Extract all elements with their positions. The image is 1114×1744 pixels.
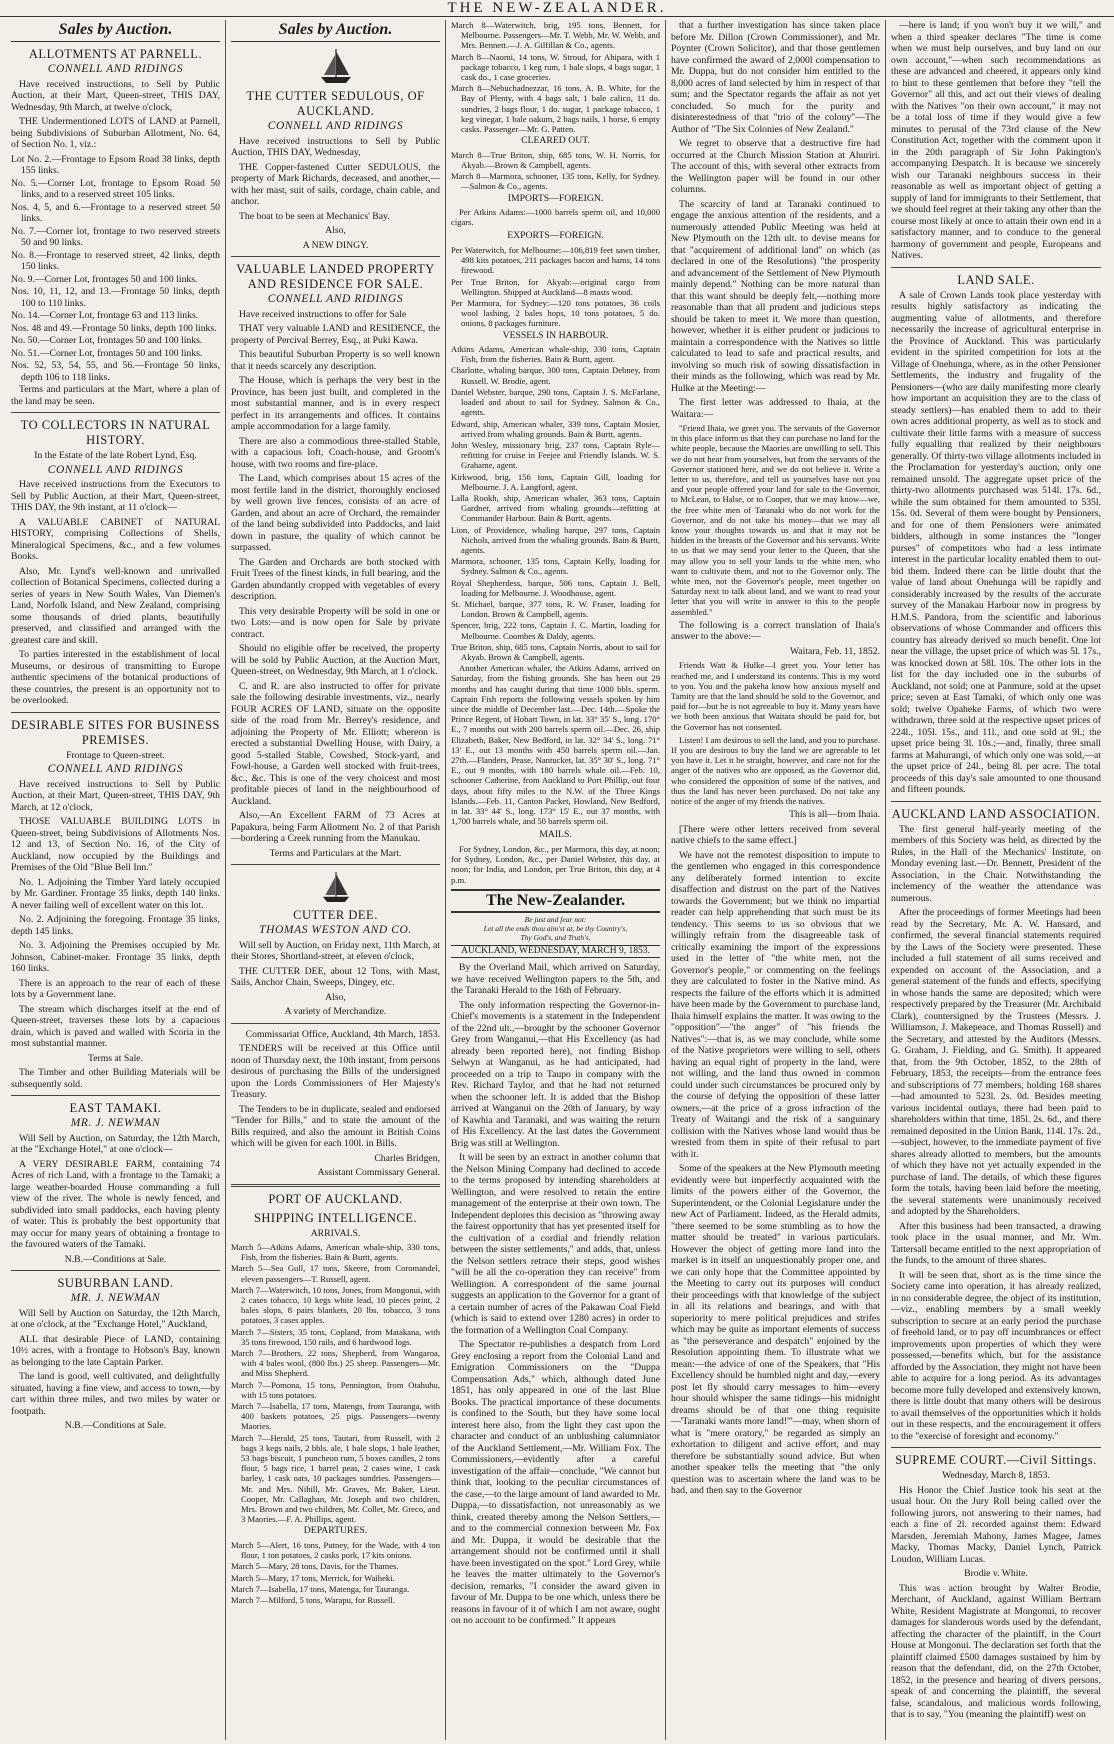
arrivals-list bbox=[231, 1242, 440, 1524]
list-item: True Briton, ship, 685 tons, Captain Norris, about to sail for Akyab. Brown & Campbell, agents. bbox=[451, 641, 660, 662]
list-heading: CLEARED OUT. bbox=[521, 135, 590, 147]
lot-item: Nos. 48 and 49.—Frontage 50 links, depth 100 links. bbox=[11, 322, 217, 334]
departures-list bbox=[231, 1540, 440, 1605]
article-text: By the Overland Mail, which arrived on Saturday, we have received Wellington papers to the 5th, and the Taranaki Herald to the 16th of February. bbox=[451, 962, 660, 997]
list-heading: DEPARTURES. bbox=[303, 1525, 368, 1537]
section-heading: Sales by Auction. bbox=[231, 20, 440, 42]
motto-line: Be just and fear not: bbox=[524, 914, 587, 924]
article-text: This was action brought by Walter Brodie, Merchant, of Auckland, against William Bertram White, Resident Magistrate at Mongonui, to recover damages for slanderous words used by the defendant, affecting the character of the plaintiff, in the Court House at Mongonui. The declaration set forth that the plaintiff claimed £500 damages sustained by him by reason that the defendant, did, on the 27th October, 1852, in the presence and hearing of divers persons, speak of and concerning the plaintiff, the several false, scandalous, and malicious words following, that is to say, "You (meaning the plaintiff) west on bbox=[891, 1582, 1101, 1720]
ad-text: The Land, which comprises about 15 acres of the most fertile land in the district, thoroughly enclosed by well grown live fences, consists of an acre of Garden, and about an acre of Orchard, the remainder of the land being subdivided into Paddocks, and laid down in pasture, the quality of which cannot be surpassed. bbox=[231, 473, 440, 553]
list-item: March 7—Isabella, 17 tons, Matengs, from Tauranga, with 400 baskets potatoes, 25 pigs. Passengers—twenty Maories. bbox=[231, 1401, 440, 1432]
ad-text: There are also a commodious three-stalled Stable, with a capacious loft, Coach-house, and Groom's house, with two rooms and fire-place. bbox=[231, 435, 440, 470]
ad-text: Terms and particulars at the Mart, where a plan of the land may be seen. bbox=[11, 384, 220, 407]
divider bbox=[231, 1184, 440, 1187]
lot-item: No. 7.—Corner lot, frontage to two reserved streets 50 and 90 links. bbox=[11, 225, 220, 248]
list-heading: ARRIVALS. bbox=[310, 1227, 361, 1239]
list-item: Lalla Rookh, ship, American whaler, 363 tons, Captain Gardner, arrived from whaling grounds—refitting at Commander Harbour. Bain & Burtt, agents. bbox=[451, 492, 660, 524]
ad-text: Have received instructions to offer for Sale bbox=[239, 308, 407, 320]
ad-text: THAT very valuable LAND and RESIDENCE, the property of Percival Berrey, Esq., at Puki Kawa. bbox=[231, 323, 440, 346]
list-item: March 8—Nebuchadnezzar, 16 tons, A. B. White, for the Bay of Plenty, with 4 bags salt, 1 bale calico, 11 do. sundries, 2 bags flour, 1 do. sugar, 1 package tobacco, 1 keg vinegar, 1 bale oakum, 2 bags nails, 1 horse, 6 empty casks. Passenger—Mr. G. Patten. bbox=[451, 83, 660, 135]
list-item: Per Atkins Adams:—1000 barrels sperm oil, and 10,000 cigars. bbox=[451, 207, 660, 228]
vessels-list bbox=[451, 344, 660, 662]
ad-item: A variety of Merchandize. bbox=[284, 1006, 387, 1017]
auctioneer: CONNELL AND RIDINGS bbox=[267, 120, 404, 132]
list-heading: MAILS. bbox=[539, 829, 572, 841]
ad-title: THE CUTTER SEDULOUS, OF AUCKLAND. bbox=[246, 89, 425, 118]
article-text: The first general half-yearly meeting of the members of this Society was held, as directed by the Rules, in the Hall of the Mechanics' Institute, on Monday evening last.—Dr. Bennett, President of the Association, in the Chair. Notwithstanding the inclemency of the weather the attendance was numerous. bbox=[891, 823, 1101, 904]
ad-text: The land is good, well cultivated, and delightfully situated, having a fine view, and access to town,—by cart within three miles, and two miles by water or footpath. bbox=[11, 1371, 220, 1417]
divider bbox=[231, 256, 440, 257]
motto-line: Thy God's, and Truth's. bbox=[520, 932, 591, 942]
ad-text: Have received instructions from the Executors to Sell by Public Auction, at their Mart, Queen-street, THIS DAY, the 9th instant, at 11 o'clock— bbox=[11, 479, 220, 513]
notice-signature: Charles Bridgen, bbox=[374, 1152, 440, 1164]
auctioneer: CONNELL AND RIDINGS bbox=[47, 63, 184, 75]
ad-text: No. 1. Adjoining the Timber Yard lately occupied by Mr. Gardiner. Frontage 35 links, depth 140 links. A never failing well of excellent water on this lot. bbox=[11, 876, 220, 911]
list-item: March 5—Mary, 17 tons, Merrick, for Waiheki. bbox=[231, 1572, 395, 1583]
ad-conditions: N.B.—Conditions at Sale. bbox=[64, 1253, 167, 1265]
list-heading: EXPORTS—FOREIGN. bbox=[507, 230, 604, 242]
ad-title: CUTTER DEE. bbox=[293, 908, 378, 922]
article-text: Another American whaler, the Atkins Adams, arrived on Saturday, from the fishing grounds. She has been out 29 months and has caught during that time 1000 bbls. sperm. Captain Fish reports the following vessels spoken by him since the middle of December last.—Dec. 14th.—Spoke the Prince Regent, of Hobart Town, in lat. 33° 35' S., long. 170° E., 7 months out with 200 barrels sperm oil.—Dec. 26, ship Elizabeth, Baker, New Bedford, in lat. 32° 34' S., long. 71° 13' E., out 13 months with 450 barrels sperm oil.—Jan. 27th.—Flanders, Pease, Nantucket, lat. 35° 30' S., long. 71° E., out 9 months, with 180 barrels whale oil.—Feb. 10, schooner Catherine, from Auckland to Port Phillip, out four days, about fifty miles to the N.W. of the Three Kings Islands.—Feb. 11, Canton Packet, Howland, New Bedford, in lat. 33° 44' S., long. 173° 15' E., out 37 months, with 1,700 barrels whale, and 50 barrels sperm oil. bbox=[451, 663, 660, 827]
lot-item: No. 50.—Corner Lot, frontages 50 and 100 links. bbox=[11, 335, 203, 346]
list-item: March 7—Brothers, 22 tons, Shepherd, from Wangaroa, with 4 bales wool, (800 lbs.) 25 sheep. Passengers—Mr. and Miss Shepherd. bbox=[231, 1348, 440, 1379]
lot-item: Nos. 52, 53, 54, 55, and 56.—Frontage 50 links, depth 106 to 118 links. bbox=[11, 360, 220, 383]
auctioneer: CONNELL AND RIDINGS bbox=[47, 463, 184, 476]
list-item: Royal Shepherdess, barque, 506 tons, Captain J. Bell, loading for Melbourne. J. Woodhouse, agent. bbox=[451, 577, 660, 598]
cleared-list bbox=[451, 150, 660, 192]
ad-title: VALUABLE LANDED PROPERTY AND RESIDENCE FOR SALE. bbox=[236, 262, 435, 291]
whaler-report bbox=[451, 663, 660, 826]
divider bbox=[891, 801, 1101, 802]
list-item: March 5—Sea Gull, 17 tons, Skeere, from Coromandel, eleven passengers—T. Russell, agent. bbox=[231, 1263, 440, 1284]
ad-text: Have received instructions, to Sell by Public Auction, at their Mart, Queen-street, THIS DAY, Wednesday, 9th March, at twelve o'clock, bbox=[11, 78, 220, 113]
article-text: We have not the remotest disposition to impute to the gentlemen who engaged in this correspondence any deliberately formed intention to excite disaffection and distrust on the part of the Natives towards the Government; but we think no impartial reader can help apprehending that such must be its tendency. This seems to us so obvious that we willingly refrain from the disagreeable task of critically examining the import of the expressions used in the letter of "the white men, not the Governor's people," or commenting on the feelings they are calculated to foster in the Native mind. As respects the failure of the efforts which it is admitted have been made by the Government to purchase land, Ihaia himself explains the matter. It was owing to the "opposition"—"the anger" of "his friends the Natives":—that is, as we may conclude, while some of the Native proprietors were willing to sell, others having an equal right of property in the land, were not willing, and the land thus owned in common could under such circumstances be procured only by the course of defying the opposition of these latter owners,—at the price of a gross infraction of the Treaty of Waitangi and the risk of a sanguinary collision with the Natives whose land would thus be wrested from them in spite of their refusal to part with it. bbox=[671, 849, 880, 1160]
list-item: March 7—Isabella, 17 tons, Matenga, for Tauranga. bbox=[231, 1583, 410, 1594]
article-text: The first letter was addressed to Ihaia, at the Waitara:— bbox=[671, 397, 880, 420]
ad-text: THE Undermentioned LOTS of LAND at Parnell, being Subdivisions of Suburban Allotment, No. 64, of Section No. 1, viz.: bbox=[11, 116, 220, 150]
case-title: Brodie v. White. bbox=[964, 1568, 1028, 1579]
auctioneer: MR. J. NEWMAN bbox=[70, 1292, 161, 1304]
letter-date: Waitara, Feb. 11, 1852. bbox=[789, 645, 880, 657]
ad-text: ALL that desirable Piece of LAND, containing 10½ acres, with a frontage to Hobson's Bay, known as belonging to the late Captain Parker. bbox=[11, 1333, 220, 1368]
list-item: St. Michael, barque, 377 tons, R. W. Fraser, loading for London. Brown & Campbell, agents. bbox=[451, 598, 660, 620]
ad-text: A VALUABLE CABINET of NATURAL HISTORY, comprising Collections of Shells, Mineralogical Specimens, &c., and a few volumes Books. bbox=[11, 516, 220, 562]
paper-title: The New-Zealander. bbox=[451, 889, 660, 913]
list-item: March 5—Atkins Adams, American whale-ship, 330 tons, Fish, from the fisheries. Bain & Burtt, agents. bbox=[231, 1242, 440, 1263]
list-item: March 8—Marmora, schooner, 135 tons, Kelly, for Sydney.—Salmon & Co., agents. bbox=[451, 171, 660, 192]
list-item: March 7—Pomona, 15 tons, Pennington, from Otahuhu, with 15 tons potatoes. bbox=[231, 1379, 440, 1400]
article-text: After the proceedings of former Meetings had been read by the Secretary, Mr. A. W. Hansard, and confirmed, the several financial statements required by the Laws of the Society were presented. These included a full statement of all sums received and expended on account of the Association, and a general statement of the funds and effects, specifying in whose hands the same are deposited; which were respectively prepared by the Treasurer (Mr. Archibald Clark), countersigned by the Trustees (Messrs. J. Williamson, J. Makepeace, and Thomas Russell) and the Secretary, and attested by the Auditors (Messrs. G. Graham, J. Fielding, and G. Smith). It appeared that, from the 9th October, 1852, to the 28th of February, 1853, the receipts—from the entrance fees and subscriptions of 77 members, holding 168 shares—had amounted to 523l. 2s. 0d. Besides meeting various incidental outlays, there had been paid to shareholders within that time, 185l. 2s. 6d., and there remained deposited in the Union Bank, 114l. 17s. 2d.,—subject, however, to the immediate payment of five shares already allotted to members, but the amounts of which they have not yet actually expended in the purchase of land. The details, of which these figures form the totals, having been laid before the meeting, the several statements were unanimously received and adopted by the Shareholders. bbox=[891, 907, 1101, 1217]
divider bbox=[891, 267, 1101, 268]
ad-terms: Terms and Particulars at the Mart. bbox=[269, 847, 402, 859]
ad-text: This beautiful Suburban Property is so well known that it needs scarcely any description. bbox=[231, 349, 440, 372]
ad-text: The House, which is perhaps the very best in the Province, has been just built, and completed in the most substantial manner, and is in every respect perfect in its arrangements and offices. It contains ample accommodation for a large family. bbox=[231, 375, 440, 432]
list-item: March 7—Milford, 5 tons, Warapu, for Russell. bbox=[231, 1595, 395, 1605]
lot-item: No. 51.—Corner Lot, frontages 50 and 100 links. bbox=[11, 347, 203, 359]
article-text: It will be seen that, short as is the time since the Society came into operation, it has already realized, in no considerable degree, the object of its institution,—viz., enabling members by a small weekly subscription to secure at an early period the purchase of freehold land, or to pay off incumbrances or effect improvements upon properties of which they were possessed,—benefits which, but for the assistance afforded by the Association, they might not have been able to acquire for a long period. As its advantages become more fully developed and extensively known, there is little doubt that many others will be desirous to avail themselves of the opportunities which it holds out in these respects, and the encouragement it offers to the "exercise of foresight and economy." bbox=[891, 1269, 1101, 1442]
list-item: Edward, ship, American whaler, 339 tons, Captain Mosier, arrived from whaling grounds. Bain & Burtt, agents. bbox=[451, 418, 660, 439]
list-item: Per True Briton, for Akyab:—original cargo from Wellington. Shipped at Auckland—8 masts wood. bbox=[451, 276, 660, 297]
court-date: Wednesday, March 8, 1853. bbox=[942, 1470, 1050, 1481]
list-item: Spencer, brig, 222 tons, Captain J. C. Martin, loading for Melbourne. Coombes & Daldy, agents. bbox=[451, 620, 660, 641]
article-text: It will be seen by an extract in another column that the Nelson Mining Company had declined to accede to the terms proposed by intending shareholders at Wellington, and were resolved to retain the entire management of the enterprise at their own town. The Independent deplores this decision as "throwing away the fairest opportunity that has yet presented itself for the cultivation of a cordial and friendly relation between the sister settlements," and adds, that, unless the Nelson settlers retrace their steps, good wishes "will be all the co-operation they can receive" from Wellington. A correspondent of the same journal suggests an application to the Governor for a grant of a certain number of acres of the Pakawau Coal Field (which is said to extend over 1280 acres) in order to the formation of a Wellington Coal Company. bbox=[451, 1152, 660, 1336]
letter-signature: This is all—from Ihaia. bbox=[789, 809, 880, 821]
ad-text: Will Sell by Auction on Saturday, the 12th March, at one o'clock, at the "Exchange Hotel," Auckland, bbox=[11, 1307, 220, 1330]
ad-text: The Timber and other Building Materials will be subsequently sold. bbox=[11, 1067, 220, 1090]
divider bbox=[891, 1447, 1101, 1448]
list-item: March 5—Mary, 28 tons, Davis, for the Thames. bbox=[231, 1561, 399, 1572]
article-text: "Friend Ihaia, we greet you. The servants of the Governor in this place inform us that they can purchase no land for the white people, because the Maories are unwilling to sell. This we do not hear from yourselves, but from the servants of the Governor stationed here, and we do not believe it. Write a letter to us, therefore, and tell us yourselves have not you and your people offered your land for sale to the Governor, to McLean, to Halse, or to Cooper, that we may know—we, the free white men of Taranaki who do not work for the Governor, and do not take his money—that we may all know your thoughts towards us and that it may not be hidden in the breasts of the Governor and his servants. Write to us that we may send your letter to the Queen, that she may allow you to sell your lands to the white men, who want to cultivate them, and not to the Governor only. The white men, not the Governor's people, meet together on Saturday next to talk about land, and we want to read your letter that you will write in answer to this to the people assembled." bbox=[671, 423, 880, 617]
ship-icon bbox=[321, 870, 351, 904]
ad-title: TO COLLECTORS IN NATURAL HISTORY. bbox=[20, 418, 211, 447]
list-item: Lion, of Providence, whaling barque, 297 tons, Captain Nichols, arrived from the whaling grounds. Bain & Burtt, agents. bbox=[451, 524, 660, 555]
section-heading: Sales by Auction. bbox=[11, 20, 220, 42]
list-item: Daniel Webster, barque, 290 tons, Captain J. S. McFarlane, loaded and about to sail for Sydney. Salmon & Co., agents. bbox=[451, 386, 660, 418]
ad-text: Also,—An Excellent FARM of 73 Acres at Papakura, being Farm Allotment No. 2 of that Parish—bordering a Creek running from the Manukau. bbox=[231, 810, 440, 844]
article-text: After this business had been transacted, a drawing took place in the usual manner, and Mr. Wm. Tattersall became entitled to the next appropriation of the funds, to the amount of three shares. bbox=[891, 1220, 1101, 1266]
ad-text: Will sell by Auction, on Friday next, 11th March, at their Stores, Shortland-street, at eleven o'clock, bbox=[231, 939, 440, 962]
ad-item: A NEW DINGY. bbox=[302, 239, 369, 251]
ad-text: THE Copper-fastened Cutter SEDULOUS, the property of Mark Richards, deceased, and another,—with her mast, suit of sails, cordage, chain cable, and anchor. bbox=[231, 161, 440, 207]
ad-text: THE CUTTER DEE, about 12 Tons, with Mast, Sails, Anchor Chain, Sweeps, Dingey, etc. bbox=[231, 965, 440, 988]
list-item: March 7—Waterwitch, 10 tons, Jones, from Mongonui, with 2 cases tobacco, 10 kegs white lead, 10 pieces print, 2 bales slops, 8 pairs blankets, 20 lbs. tobacco, 3 tons potatoes, 3 cases apples. bbox=[231, 1284, 440, 1326]
ad-also: Also, bbox=[325, 225, 346, 236]
ad-terms: Terms at Sale. bbox=[87, 1052, 143, 1064]
lot-item: No. 14.—Corner Lot, frontage 63 and 113 links. bbox=[11, 310, 199, 321]
article-text: The only information respecting the Governor-in-Chief's movements is a statement in the Independent of the 22nd ult.,—brought by the schooner Governor Grey from Wanganui,—that His Excellency (as had already been reported here), not finding Bishop Selwyn at Wanganui, as he had anticipated, had proceeded on a trip to Taupo in company with the Rev. Richard Taylor, and that he had not returned when the schooner left. It is added that the Bishop arrived at Wanganui on the 20th of January, by way of Kawhia and Taranaki, and was waiting the return of His Excellency. At the last dates the Government Brig was still at Wellington. bbox=[451, 999, 660, 1149]
divider bbox=[11, 712, 220, 713]
ad-text: Will Sell by Auction, on Saturday, the 12th March, at the "Exchange Hotel," at one o'clock— bbox=[11, 1132, 220, 1155]
ad-text: Also, Mr. Lynd's well-known and unrivalled collection of Botanical Specimens, collected during a series of years in New South Wales, Van Diemen's Land, Norfolk Island, and New Zealand, comprising some thousands of dried plants, beautifully preserved, and classified and arranged with the greatest care and skill. bbox=[11, 565, 220, 646]
masthead: THE NEW-ZEALANDER. bbox=[0, 0, 1114, 17]
list-item: March 8—Waterwitch, brig, 195 tons, Bennett, for Melbourne. Passengers—Mr. T. Webb, Mr. W. Webb, and Mrs. Bennett.—J. A. Gilfillan & Co., agents. bbox=[451, 20, 660, 51]
lot-item: No. 9.—Corner Lot, frontages 50 and 100 links. bbox=[11, 273, 198, 285]
lot-item: Nos. 4, 5, and 6.—Frontage to a reserved street 50 links. bbox=[11, 201, 220, 224]
ad-text: Have received instructions to Sell by Public Auction, at their Mart, Queen-street, THIS DAY, 9th March, at 12 o'clock, bbox=[11, 778, 220, 813]
ad-text: C. and R. are also instructed to offer for private sale the following desirable investments, viz., nearly FOUR ACRES OF LAND, situate on the opposite side of the road from Mr. Berrey's residence, and adjoining the Property of Mr. Elliott; whereon is erected a substantial Dwelling House, with Dairy, a good 5-stalled Stable, Cowshed, Stock-yard, and Fowl-house, a Garden well stocked with fruit-trees, &c., &c. This is one of the very choicest and most profitable pieces of land in the neighbourhood of Auckland. bbox=[231, 680, 440, 807]
divider bbox=[11, 1270, 220, 1271]
mails bbox=[451, 844, 660, 885]
section-subtitle: SHIPPING INTELLIGENCE. bbox=[253, 1210, 418, 1225]
ad-text: The Garden and Orchards are both stocked with Fruit Trees of the finest kinds, in full bearing, and the Garden abundantly cropped with vegetables of every description. bbox=[231, 556, 440, 602]
article-text: The scarcity of land at Taranaki continued to engage the anxious attention of the residents, and a numerously attended Public Meeting was held at New Plymouth on the 12th ult. to devise means for that "acquirement of additional land" on which (as declared in one of the Resolutions) "the prosperity and advancement of the Settlement of New Plymouth mainly depend." Nothing can be more natural than that this want should be deeply felt,—nothing more reasonable than that all prudent and judicious steps should be taken to meet it. We more than question, however, whether it is either prudent or judicious to maintain a correspondence with the Natives so little calculated to lead to safe and practical results, and involving so much risk of sowing dissatisfaction in their minds as the following, which was read by Mr. Hulke at the Meeting:— bbox=[671, 198, 880, 394]
article-text: [There were other letters received from several native chiefs to the same effect.] bbox=[671, 823, 880, 847]
article-text: —here is land; if you won't buy it we will," and when a third speaker declares "The time is come when we must help ourselves, and buy land on our own account,"—when such recommendations as these are advanced and cheered, it appears only kind to hint to these gentlemen that before they "tell the Governor" all this, and act out their views of dealing with the Natives "on their own account," it may not be a total loss of time if they would give a few minutes to perusal of the 73rd clause of the New Constitution Act, together with the comment upon it in the 20th paragraph of Sir John Pakington's accompanying Despatch. It is because we sincerely wish our Taranaki neighbours success in their reasonable as well as important object of getting a supply of land for immigrants to their Settlement, that we should feel regret at their taking any other than the course most likely at once to attain their own end in a satisfactory manner, and to conduce to the general harmony of government and people, Europeans and Natives. bbox=[891, 20, 1101, 261]
section-title: PORT OF AUCKLAND. bbox=[268, 1191, 403, 1206]
column-5 bbox=[886, 20, 1106, 1740]
ad-title: ALLOTMENTS AT PARNELL. bbox=[28, 47, 203, 61]
ad-title: SUBURBAN LAND. bbox=[57, 1276, 174, 1290]
article-text: Some of the speakers at the New Plymouth meeting evidently were but imperfectly acquainted with the limits of the powers either of the Governor, the Superintendent, or the Colonial Legislature under the new Act of Parliament. Indeed, as the Herald admits, "there seemed to be some stumbling as to how the matter should be treated" in various particulars. However the object of getting more land into the market is in itself an unquestionably proper one, and we can only hope that the Committee appointed by the Meeting to carry out its purposes will conduct their proceedings with that knowledge of the subject in all its relations and bearings, and with that superiority to mere political prejudices and strifes which may be quite as important elements of success as "the perseverance and despatch" enjoined by the Resolution appointing them. To illustrate what we mean:—the advice of one of the Speakers, that "His Excellency should be humbled night and day,—every post let fly should carry messages to him—every hour should whisper the same tidings—his midnight dreams should be of that one thing requisite—'Taranaki wants more land!'"—may, when shorn of what is "mere oratory," be regarded as simply an exhortation to diligent and active effort, and may therefore be substantially sound advice. But when another speaker tells the meeting that "the only question was to ascertain where the land was to be had, and then say to the Governor bbox=[671, 1163, 880, 1497]
ad-title: DESIRABLE SITES FOR BUSINESS PREMISES. bbox=[11, 717, 220, 747]
ad-text: There is an approach to the rear of each of these lots by a Government lane. bbox=[11, 977, 220, 1000]
ad-text: To parties interested in the establishment of local Museums, or desirous of transmitting to Europe authentic specimens of the botanical productions of these countries, the present is an opportunity not to be overlooked. bbox=[11, 649, 220, 706]
article-title: LAND SALE. bbox=[957, 272, 1035, 287]
ad-text: Should no eligible offer be received, the property will be sold by Public Auction, at the Auction Mart, Queen-street, on Wednesday, 9th March, at 1 o'clock. bbox=[231, 643, 440, 677]
list-item: Atkins Adams, American whale-ship, 330 tons, Captain Fish, from the fisheries. Bain & Burtt, agent. bbox=[451, 344, 660, 365]
lot-item: No. 5.—Corner Lot, frontage to Epsom Road 50 links, and to a reserved street 105 links. bbox=[11, 177, 220, 200]
quoted-letter bbox=[671, 660, 880, 806]
list-item: John Wesley, missionary brig, 237 tons, Captain Ryle—refitting for cruise in Feejee and Friendly Islands. W. S. Grahame, agent. bbox=[451, 439, 660, 471]
list-item: March 8—True Briton, ship, 685 tons, W. H. Norris, for Akyab.—Brown & Campbell, agents. bbox=[451, 149, 660, 170]
ad-text: A VERY DESIRABLE FARM, containing 74 Acres of rich Land, with a frontage to the Tamaki; a large weather-boarded House commanding a full view of the river. The whole is newly fenced, and subdivided into small paddocks, each having plenty of water. This is probably the best opportunity that may occur for many years of obtaining a frontage to the favoured waters of the Tamaki. bbox=[11, 1158, 220, 1250]
auctioneer: CONNELL AND RIDINGS bbox=[47, 763, 184, 775]
list-item: Charlotte, whaling barque, 300 tons, Captain Debney, from Russell. W. Brodie, agent. bbox=[451, 365, 660, 386]
ad-conditions: N.B.—Conditions at Sale. bbox=[64, 1420, 167, 1431]
motto-line: Let all the ends thou aim'st at, be thy Country's, bbox=[483, 923, 628, 933]
article-title: SUPREME COURT.—Civil Sittings. bbox=[895, 1453, 1097, 1467]
article-text: A sale of Crown Lands took place yesterday with results highly satisfactory as indicating the augmenting value of allotments, and therefore necessarily the increase of agricultural enterprise in the Province of Auckland. This was particularly evident in the spirited competition for lots at the Village of Onehunga, where, as in the other Pensioner Settlements, the industry and frugality of the Pensioners—(who are daily manifesting more clearly how important an acquisition they are to the class of steady settlers)—has enabled them to add to their own acres additional property, as well as to stock and cultivate their little farms with a measure of success fully equalling that realized by their neighbours generally. Of thirty-two village allotments included in the Proclamation for yesterday's auction, only one remained unsold. The aggregate upset price of the thirty-two allotments purchased was 514l. 17s. 6d., while the sum obtained for them amounted to 535l. 15s. 0d. Several of them were bought by Pensioners, and for one of them Pensioners were animated bidders, although in some instances the "longer purses" of competitors who had a less intimate interest in the particular locality enabled them to out-bid them. Indeed there can be little doubt that the value of land about Onehunga will be rapidly and considerably increased by the results of the accurate survey of the Manakau Harbour now in progress by H.M.S. Pandora, from the scientific and laborious observations of whose Commander and officers this country has already derived so much benefit. One lot near the village, the upset price of which was 5l. 17s., was knocked down at 58l. 10s. The other lots in the list for the day included one in the suburbs of Auckland, not sold; one at Panmure, sold at the upset price; seven at East Tamaki, of which only one was sold; twelve Opaheke Farms, of which two were withdrawn, three sold at the respective upset prices of 224l., 105l. 15s., and 11l., and one sold at 9l.; the upset price being 3l. 10s.;—and, finally, three small farms at Mahurangi, of which only one was sold,—at the upset price of 24l., being 8l. per acre. The total proceeds of this day's sale amounted to one thousand and fifteen pounds. bbox=[891, 289, 1101, 795]
list-item: March 5—Alert, 16 tons, Putney, for the Wade, with 4 ton flour, 1 ton potatoes, 2 casks pork, 17 kits onions. bbox=[231, 1539, 440, 1561]
column-1 bbox=[6, 20, 226, 1740]
column-3 bbox=[446, 20, 666, 1740]
divider bbox=[11, 1095, 220, 1096]
article-text: The Spectator re-publishes a despatch from Lord Grey enclosing a report from the Colonial Land and Emigration Commissioners on the "Duppa Compensation Ads," which, although dated June 1851, has only appeared in one of the last Blue Books. The practical importance of these documents is confined to the South, but they have some local interest here also, from the light they cast upon the character and conduct of an unblushing calumniator of the Auckland Settlement,—Mr. William Fox. The Commissioners,—evidently after a careful investigation of the affair—conclude, "We cannot but think that, looking to the peculiar circumstances of the case,—to the large amount of land awarded to Mr. Duppa,—to dissatisfaction, not unreasonably as we think, created thereby among the Nelson Settlers,—and to the commercial connexion between Mr. Fox and Mr. Duppa, it would be desirable that the arrangement should not be confirmed until it shall have been investigated on the spot." Lord Grey, while he leaves the matter ultimately to the Governor's decision, remarks, "I consider the award given in favour of Mr. Duppa to be one which, unless there be reasons in favour of it of which I am not aware, ought on no account to be confirmed." It appears bbox=[451, 1339, 660, 1627]
list-item: Per Waterwitch, for Melbourne:—106,819 feet sawn timber, 498 kits potatoes, 211 packages bacon and hams, 14 tons firewood. bbox=[451, 244, 660, 276]
notice-signature-title: Assistant Commissary General. bbox=[317, 1167, 440, 1178]
ad-text: The boat to be seen at Mechanics' Bay. bbox=[239, 210, 390, 222]
article-title: AUCKLAND LAND ASSOCIATION. bbox=[891, 806, 1101, 821]
list-item: Marmora, schooner, 135 tons, Captain Kelly, loading for Sydney. Salmon & Co., agents. bbox=[451, 556, 660, 577]
list-item: Kirkwood, brig, 156 tons, Captain Gill, loading for Melbourne. J. A. Langford, agent. bbox=[451, 471, 660, 492]
quoted-letter bbox=[671, 423, 880, 617]
list-item: March 7—Sisters, 35 tons, Copland, from Matakana, with 35 tons firewood, 150 rails, and 6 hardwood logs. bbox=[231, 1326, 440, 1347]
article-text: For Sydney, London, &c., per Marmora, this day, at noon; for Sydney, London, &c., per Daniel Webster, this day, at noon; for India, and London, per True Briton, this day, at 4 p.m. bbox=[451, 843, 660, 885]
article-text: Friends Watt & Hulke—I greet you. Your letter has reached me, and I understand its contents. This is my word to you. You and the pakeha know how anxious myself and Tamity are that the land should be sold to the Governor, and paid for—but he is not agreeable to buy it. Many years have we both been anxious that Waitara should be paid for, but the Governor has not consented. bbox=[671, 660, 880, 732]
ad-text: No. 3. Adjoining the Premises occupied by Mr. Johnson, Cabinet-maker. Frontage 35 links, depth 160 links. bbox=[11, 940, 220, 974]
column-4 bbox=[666, 20, 886, 1740]
article-text: We regret to observe that a destructive fire had occurred at the Church Mission Station at Ahuriri. The account of this, with several other extracts from the Wellington paper will be found in our other columns. bbox=[671, 138, 880, 195]
list-item: Per Marmora, for Sydney:—120 tons potatoes, 36 coils wool lashing, 2 bales hops, 10 tons potatoes, 5 do. onions, 8 packages furniture. bbox=[451, 297, 660, 329]
ad-title: EAST TAMAKI. bbox=[69, 1101, 162, 1115]
ad-text: THOSE VALUABLE BUILDING LOTS in Queen-street, being Subdivisions of Allotments Nos. 12 and 13, of Section No. 16, of the City of Auckland, now occupied by the Buildings and Premises of the Old "Blue Bell Inn." bbox=[11, 816, 220, 873]
columns bbox=[6, 20, 1108, 1740]
column-2 bbox=[226, 20, 446, 1740]
article-text: The following is a correct translation of Ihaia's answer to the above:— bbox=[671, 619, 880, 643]
divider bbox=[231, 1023, 440, 1024]
ad-frontage: Frontage to Queen-street. bbox=[66, 749, 165, 761]
exports-list bbox=[451, 245, 660, 329]
lot-item: Nos. 10, 11, 12, and 13.—Frontage 50 links, depth 100 to 110 links. bbox=[11, 286, 220, 309]
list-item: March 7—Herald, 25 tons, Tautari, from Russell, with 2 bags 3 kegs nails, 2 bbls. ale, 1 bale slops, 1 bale leather, 53 bags biscuit, 1 puncheon rum, 5 boxes candles, 2 tons flour, 5 bags rice, 1 barrel peas, 2 cases wine, 1 cask barley, 1 cask oats, 10 packages sundries. Passengers—Mr. and Mrs. Nihill, Mr. Graves, Mr. Baker, Lieut. Cooper, Mr. Callaghan, Mr. Joseph and two children, Mrs. Brown and two children, Mr. Collet, Mr. Greco, and 3 Maories.—F. A. Phillips, agent. bbox=[231, 1432, 440, 1525]
dateline: AUCKLAND, WEDNESDAY, MARCH 9, 1853. bbox=[451, 945, 660, 959]
ad-text: Have received instructions to Sell by Public Auction, THIS DAY, Wednesday, bbox=[231, 135, 440, 158]
article-text: Listen! I am desirous to sell the land, and you to purchase. If you are desirous to buy the land we are agreeable to let you have it. Let it be straight, however, and care not for the anger of the natives who are opposed, as the Governor did, who considered the opposition of some of the natives, and thus the land has never been purchased. Do not take any notice of the anger of my friends the natives. bbox=[671, 734, 880, 806]
list-heading: IMPORTS—FOREIGN. bbox=[507, 192, 604, 204]
ad-also: Also, bbox=[325, 991, 346, 1003]
ad-text: This very desirable Property will be sold in one or two Lots:—and is now open for Sale by private contract. bbox=[231, 605, 440, 640]
divider bbox=[231, 864, 440, 865]
notice-office: Commissariat Office, Auckland, 4th March, 1853. bbox=[245, 1028, 440, 1040]
lot-item: No. 8.—Frontage to reserved street, 42 links, depth 150 links. bbox=[11, 249, 220, 272]
list-item: March 8—Naomi, 14 tons, W. Stroud, for Ahipara, with 1 package tobacco, 1 keg rum, 1 bale slops, 4 bags sugar, 1 cask do., 1 case groceries. bbox=[451, 51, 660, 83]
divider bbox=[11, 412, 220, 413]
departures-continued bbox=[451, 20, 660, 134]
imports bbox=[451, 207, 660, 227]
auctioneer: THOMAS WESTON AND CO. bbox=[259, 924, 412, 936]
auctioneer: CONNELL AND RIDINGS bbox=[267, 293, 404, 305]
notice-text: TENDERS will be received at this Office until noon of Thursday next, the 10th instant, from persons desirous of purchasing the Bills of the undersigned upon the Lords Commissioners of Her Majesty's Treasury. bbox=[231, 1043, 440, 1100]
article-text: His Honor the Chief Justice took his seat at the usual hour. On the Jury Roll being called over the following jurors, not answering to their names, had each a fine of 2l. recorded against them: Edward Marsden, Jeremiah Mahony, James Magee, James Macky, Thomas Macky, Daniel Lynch, Patrick Loudon, William Lucas. bbox=[891, 1484, 1101, 1565]
ad-estate: In the Estate of the late Robert Lynd, Esq. bbox=[34, 450, 197, 461]
notice-text: The Tenders to be in duplicate, sealed and endorsed "Tender for Bills," and to state the amount of the Bills required, and also the amount in British Coins which will be given for each 100l. in Bills. bbox=[231, 1103, 440, 1149]
article-text: that a further investigation has since taken place before Mr. Dillon (Crown Commissioner), and Mr. Poynter (Crown Solicitor), and that those gentlemen have confirmed the award of 2,000l compensation to Mr. Duppa, but do not consider him entitled to the 8,000 acres of land selected by him in respect of that sum; and the Spectator regards the affair as not yet concluded. So much for the purity and disinterestedness of that "trio of the colony"—The Author of "The Six Colonies of New Zealand." bbox=[671, 20, 880, 135]
ship-icon bbox=[319, 47, 353, 85]
lot-item: Lot No. 2.—Frontage to Epsom Road 38 links, depth 155 links. bbox=[11, 153, 220, 176]
auctioneer: MR. J. NEWMAN bbox=[70, 1117, 161, 1129]
ad-text: No. 2. Adjoining the foregoing. Frontage 35 links, depth 145 links. bbox=[11, 914, 220, 937]
ad-text: The stream which discharges itself at the end of Queen-street, traverses these lots by a capacious drain, which is paved and walled with Scoria in the most substantial manner. bbox=[11, 1003, 220, 1049]
lot-list bbox=[11, 154, 220, 384]
list-heading: VESSELS IN HARBOUR. bbox=[502, 329, 609, 341]
